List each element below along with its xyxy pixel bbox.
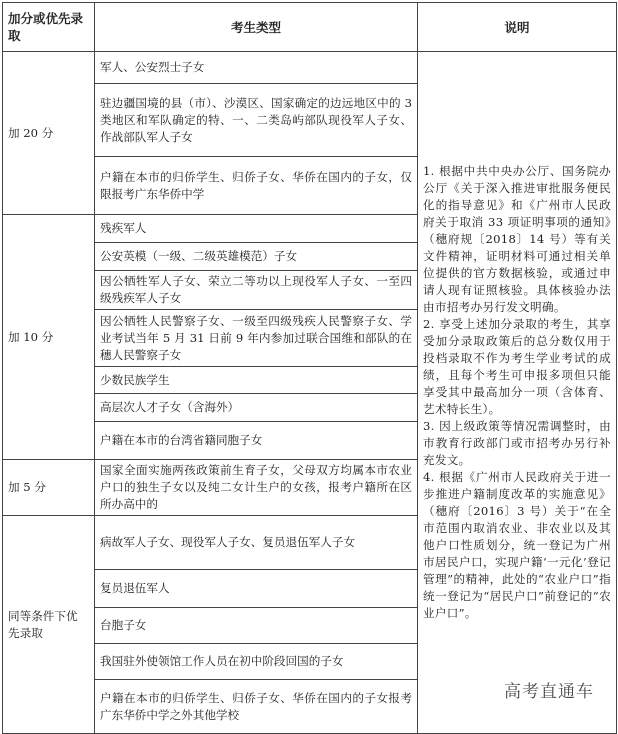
type-cell: 我国驻外使领馆工作人员在初中阶段回国的子女 (95, 644, 418, 680)
type-cell: 户籍在本市的归侨学生、归侨子女、华侨在国内的子女报考广东华侨中学之外其他学校 (95, 680, 418, 734)
type-cell: 病故军人子女、现役军人子女、复员退伍军人子女 (95, 516, 418, 570)
type-cell: 户籍在本市的归侨学生、归侨子女、华侨在国内的子女，仅限报考广东华侨中学 (95, 157, 418, 215)
note-2: 2. 享受上述加分录取的考生，其享受加分录取政策后的总分数仅用于投档录取不作为考生学业考试的成绩，且每个考生可申报多项但只能享受其中最高加分一项（含体育、艺术特长生）。 (423, 317, 611, 416)
group-label-priority: 同等条件下优先录取 (3, 516, 95, 734)
type-cell: 因公牺牲人民警察子女、一级至四级残疾人民警察子女、学业考试当年 5 月 31 日前 9 年内参加过联合国维和部队的在穗人民警察子女 (95, 310, 418, 367)
type-cell: 户籍在本市的台湾省籍同胞子女 (95, 422, 418, 460)
header-note: 说明 (418, 3, 617, 52)
group-label-plus10: 加 10 分 (3, 215, 95, 460)
type-cell: 公安英模（一级、二级英雄模范）子女 (95, 243, 418, 271)
type-cell: 残疾军人 (95, 215, 418, 243)
note-1: 1. 根据中共中央办公厅、国务院办公厅《关于深入推进审批服务便民化的指导意见》和《广州市人民政府关于取消 33 项证明事项的通知》（穗府规〔2018〕14 号）等有关文件精神，证明材料可通过相关单位提供的官方数据核验，或通过申请人现有证照核验。具体核验办法由市招考办另行发文明确。 (423, 164, 611, 314)
type-cell: 台胞子女 (95, 608, 418, 644)
notes-cell (418, 52, 617, 734)
type-cell: 军人、公安烈士子女 (95, 52, 418, 84)
header-row (3, 3, 617, 52)
type-cell: 驻边疆国境的县（市）、沙漠区、国家确定的边远地区中的 3 类地区和军队确定的特、一、二类岛屿部队现役军人子女、作战部队军人子女 (95, 84, 418, 157)
policy-table (2, 2, 617, 734)
table-row (3, 52, 617, 84)
group-label-plus5: 加 5 分 (3, 460, 95, 516)
type-cell: 复员退伍军人 (95, 570, 418, 608)
type-cell: 少数民族学生 (95, 367, 418, 394)
group-label-plus20: 加 20 分 (3, 52, 95, 215)
note-4: 4. 根据《广州市人民政府关于进一步推进户籍制度改革的实施意见》（穗府〔2016〕3 号）关于“在全市范围内取消农业、非农业以及其他户口性质划分，统一登记为广州市居民户口，实现户籍‘一元化’登记管理”的精神，此处的“农业户口”指统一登记为“居民户口”前登记的“农业户口”。 (423, 470, 611, 620)
header-group: 加分或优先录取 (3, 3, 95, 52)
header-type: 考生类型 (95, 3, 418, 52)
type-cell: 因公牺牲军人子女、荣立二等功以上现役军人子女、一至四级残疾军人子女 (95, 271, 418, 310)
type-cell: 高层次人才子女（含海外） (95, 394, 418, 422)
watermark: 高考直通车 (504, 682, 594, 702)
type-cell: 国家全面实施两孩政策前生育子女，父母双方均属本市农业户口的独生子女以及纯二女计生户的女孩，报考户籍所在区所办高中的 (95, 460, 418, 516)
note-3: 3. 因上级政策等情况需调整时，由市教育行政部门或市招考办另行补充发文。 (423, 419, 611, 467)
